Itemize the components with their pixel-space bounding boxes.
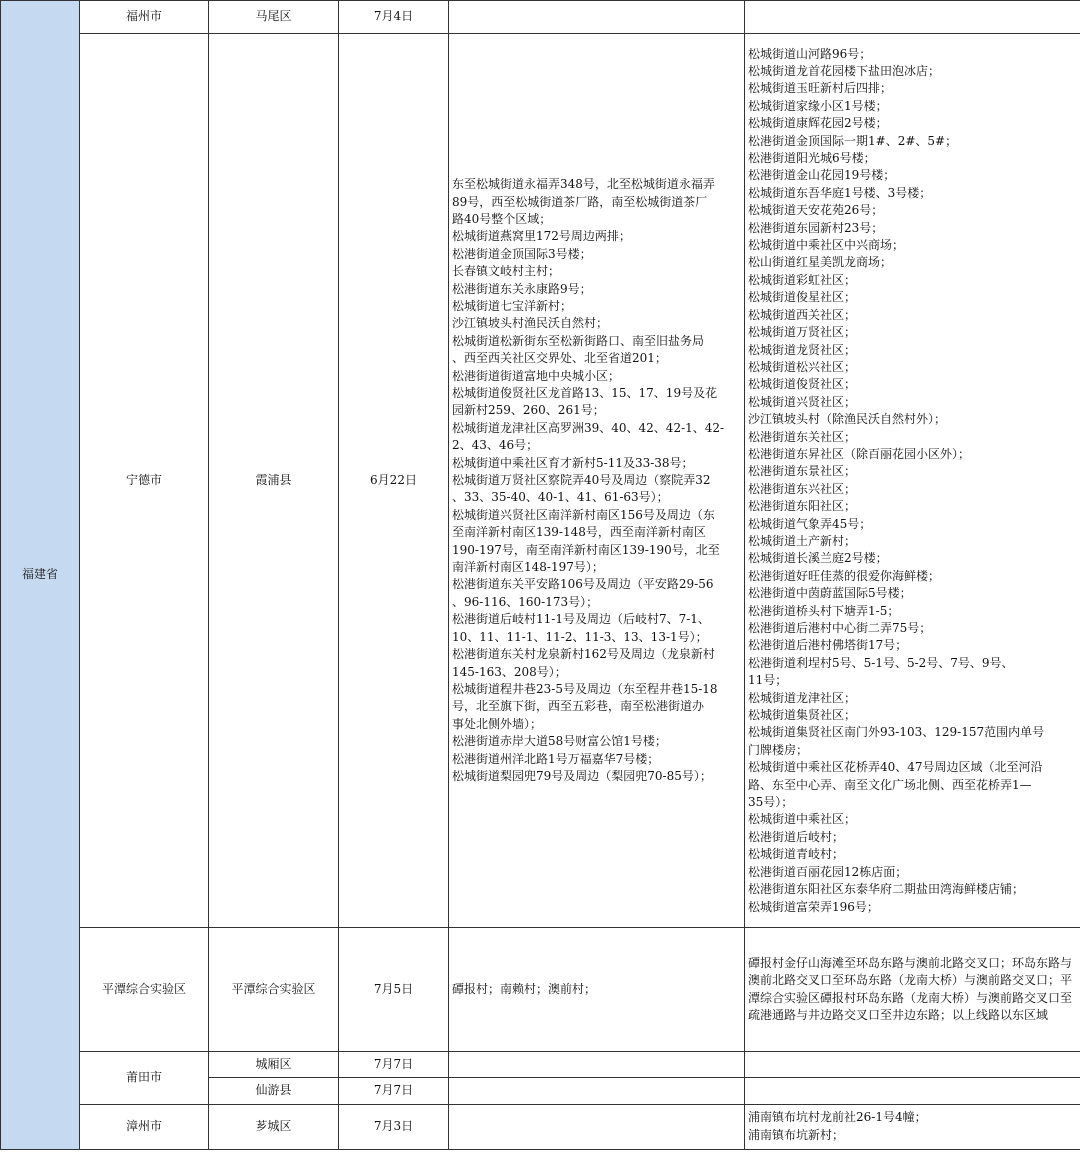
area-line: 松城街道万贤社区； — [748, 325, 857, 340]
mid-risk-area-cell — [745, 928, 1080, 1052]
area-line: 松港街道桥头村下塘弄1-5； — [748, 603, 900, 618]
area-line: 松港街道中茵蔚蓝国际5号楼； — [748, 586, 912, 601]
area-line: 松港街道金顶国际3号楼； — [452, 246, 592, 261]
area-line: 、33、35-40、40-1、41、61-63号）； — [452, 490, 669, 505]
high-risk-area-cell — [449, 1, 745, 34]
mid-risk-area-cell — [745, 34, 1080, 928]
area-line: 松城街道集贤社区南门外93-103、129-157范围内单号 — [748, 725, 1045, 740]
area-line: 松港街道百丽花园12栋店面； — [748, 864, 908, 879]
area-line: 事处北侧外墙）； — [452, 716, 543, 731]
area-line: 松城街道山河路96号； — [748, 46, 872, 61]
area-line: 松港街道后岐村11-1号及周边（后岐村7、7-1、 — [452, 612, 710, 627]
area-line: 沙江镇坡头村（除渔民沃自然村外）； — [748, 412, 947, 427]
table-row — [1, 34, 1080, 928]
area-line: 门牌楼房； — [748, 742, 809, 757]
area-line: 松城街道西关社区； — [748, 307, 857, 322]
area-line: 松城街道七宝洋新村； — [452, 298, 573, 313]
area-line: 南洋新村南区148-197号）； — [452, 560, 604, 575]
high-risk-area-cell — [449, 1104, 745, 1149]
city-cell: 漳州市 — [80, 1104, 209, 1149]
city-cell: 宁德市 — [80, 34, 209, 928]
area-line: 松城街道中乘社区花桥弄40、47号周边区域（北至河沿 — [748, 760, 1043, 775]
area-line: 松城街道长溪兰庭2号楼； — [748, 551, 888, 566]
high-risk-area-cell — [449, 928, 745, 1052]
area-line: 松城街道程井巷23-5号及周边（东至程井巷15-18 — [452, 681, 718, 696]
area-line: 松城街道万贤社区察院弄40号及周边（察院弄32 — [452, 473, 711, 488]
area-line: 松城街道中乘社区中兴商场； — [748, 238, 905, 253]
province-cell: 福建省 — [1, 1, 80, 1150]
area-line: 号，北至旗下街，西至五彩巷，南至松港街道办 — [452, 699, 705, 714]
area-line: 松港街道东关村龙泉新村162号及周边（龙泉新村 — [452, 647, 715, 662]
area-line: 松港街道东园新村23号； — [748, 220, 884, 235]
table-row — [1, 928, 1080, 1052]
district-cell: 仙游县 — [209, 1078, 339, 1104]
high-risk-area-cell — [449, 1078, 745, 1104]
area-line: 松城街道土产新村； — [748, 533, 857, 548]
area-line: 松港街道东兴社区； — [748, 481, 857, 496]
district-cell: 城厢区 — [209, 1052, 339, 1078]
area-line: 松城街道中乘社区育才新村5-11及33-38号； — [452, 455, 694, 470]
district-cell: 平潭综合实验区 — [209, 928, 339, 1052]
area-line: 松城街道俊星社区； — [748, 290, 857, 305]
area-line: 松城街道俊贤社区； — [748, 377, 857, 392]
area-line: 松港街道后港村中心街二弄75号； — [748, 621, 932, 635]
date-cell: 7月7日 — [339, 1052, 449, 1078]
area-line: 松城街道彩虹社区； — [748, 272, 857, 287]
area-line: 沙江镇坡头村渔民沃自然村； — [452, 316, 609, 331]
area-line: 2、43、46号； — [452, 438, 539, 453]
area-line: 10、11、11-1、11-2、11-3、13、13-1号）； — [452, 629, 708, 644]
area-line: 、96-116、160-173号）； — [452, 594, 599, 609]
area-line: 松城街道俊贤社区龙首路13、15、17、19号及花 — [452, 386, 718, 401]
area-line: 松港街道州洋北路1号万福嘉华7号楼； — [452, 751, 660, 766]
area-line: 松港街道东关平安路106号及周边（平安路29-56 — [452, 577, 714, 592]
area-line: 松城街道兴贤社区； — [748, 394, 857, 409]
area-line: 松城街道玉旺新村后四排； — [748, 81, 893, 96]
area-line: 松城街道龙贤社区； — [748, 342, 857, 357]
area-line: 松城街道气象弄45号； — [748, 516, 872, 531]
area-line: 190-197号，南至南洋新村南区139-190号，北至 — [452, 542, 720, 557]
district-cell: 马尾区 — [209, 1, 339, 34]
area-line: 11号； — [748, 673, 788, 688]
area-line: 松港街道赤岸大道58号财富公馆1号楼； — [452, 734, 667, 749]
area-text: 磹报村；南赖村；澳前村； — [452, 982, 597, 997]
area-line: 松城街道兴贤社区南洋新村南区156号及周边（东 — [452, 507, 715, 522]
area-line: 89号，西至松城街道茶厂路，南至松城街道茶厂 — [452, 194, 708, 209]
area-line: 松港街道金顶国际一期1#、2#、5#； — [748, 133, 958, 148]
date-cell: 7月3日 — [339, 1104, 449, 1149]
area-line: 松港街道东景社区； — [748, 464, 857, 479]
area-line: 松城街道龙津社区高罗洲39、40、42、42-1、42- — [452, 420, 725, 435]
area-line: 东至松城街道永福弄348号，北至松城街道永福弄 — [452, 177, 715, 192]
mid-risk-area-cell — [745, 1104, 1080, 1149]
table-row — [1, 1052, 1080, 1078]
mid-risk-area-cell — [745, 1052, 1080, 1078]
mid-risk-area-cell — [745, 1078, 1080, 1104]
area-line: 松山街道红星美凯龙商场； — [748, 255, 893, 270]
area-line: 松港街道阳光城6号楼； — [748, 151, 876, 166]
area-line: 松城街道龙首花园楼下盐田泡冰店； — [748, 64, 941, 78]
date-cell: 7月7日 — [339, 1078, 449, 1104]
area-line: 松城街道中乘社区； — [748, 812, 857, 827]
area-line: 145-163、208号）； — [452, 664, 567, 679]
area-line: 松城街道东吾华庭1号楼、3号楼； — [748, 185, 932, 200]
high-risk-area-cell — [449, 1052, 745, 1078]
area-line: 松港街道东阳社区； — [748, 499, 857, 514]
area-line: 35号）； — [748, 795, 794, 810]
area-line: 松城街道康辉花园2号楼； — [748, 116, 888, 131]
area-line: 路40号整个区域； — [452, 211, 552, 226]
city-cell: 莆田市 — [80, 1052, 209, 1104]
high-risk-area-cell — [449, 34, 745, 928]
date-cell: 6月22日 — [339, 34, 449, 928]
area-line: 、西至西关社区交界处、北至省道201； — [452, 351, 667, 366]
area-text: 磹报村金仔山海滩至环岛东路与澳前北路交叉口；环岛东路与澳前北路交叉口至环岛东路（龙南大桥）与澳前路交叉口；平潭综合实验区磹报村环岛东路（龙南大桥）与澳前路交叉口至疏港通路与井边路交叉口至井边东路；以上线路以东区域 — [748, 955, 1073, 1023]
table-row — [1, 1, 1080, 34]
area-line: 松城街道天安花苑26号； — [748, 203, 884, 218]
area-line: 松港街道东昇社区（除百丽花园小区外）； — [748, 446, 971, 461]
area-line: 至南洋新村南区139-148号，西至南洋新村南区 — [452, 525, 706, 540]
area-line: 松城街道松新街东至松新街路口、南至旧盐务局 — [452, 333, 705, 348]
area-line: 浦南镇布坑村龙前社26-1号4幢； — [748, 1110, 927, 1125]
area-line: 松城街道家缘小区1号楼； — [748, 98, 888, 113]
area-line: 松港街道街道富地中央城小区； — [452, 368, 621, 383]
area-line: 松港街道好旺佳蒸的很爱你海鲜楼； — [748, 568, 941, 583]
area-line: 松城街道梨园兜79号及周边（梨园兜70-85号）； — [452, 768, 712, 783]
date-cell: 7月5日 — [339, 928, 449, 1052]
city-cell: 福州市 — [80, 1, 209, 34]
area-line: 松港街道后港村佛塔街17号； — [748, 638, 908, 653]
area-line: 松港街道利埕村5号、5-1号、5-2号、7号、9号、 — [748, 655, 1014, 670]
area-line: 松城街道燕窝里172号周边两排； — [452, 229, 631, 244]
area-line: 松城街道龙津社区； — [748, 690, 857, 705]
city-cell: 平潭综合实验区 — [80, 928, 209, 1052]
district-cell: 霞浦县 — [209, 34, 339, 928]
mid-risk-area-cell — [745, 1, 1080, 34]
area-line: 园新村259、260、261号； — [452, 403, 605, 418]
area-line: 松城街道松兴社区； — [748, 359, 857, 374]
area-line: 松港街道东关社区； — [748, 429, 857, 444]
area-line: 浦南镇布坑新村； — [748, 1127, 845, 1142]
area-line: 松城街道集贤社区； — [748, 708, 857, 723]
area-line: 松城街道富荣弄196号； — [748, 899, 879, 914]
area-line: 松港街道后岐村； — [748, 829, 845, 844]
table-row — [1, 1104, 1080, 1149]
district-cell: 芗城区 — [209, 1104, 339, 1149]
area-line: 松港街道金山花园19号楼； — [748, 168, 896, 183]
area-line: 松港街道东关永康路9号； — [452, 281, 592, 296]
date-cell: 7月4日 — [339, 1, 449, 34]
area-line: 松港街道东阳社区东泰华府二期盐田湾海鲜楼店铺； — [748, 882, 1025, 897]
area-line: 松城街道青岐村； — [748, 847, 845, 862]
area-line: 长春镇文岐村主村； — [452, 264, 561, 279]
area-line: 路、东至中心弄、南至文化广场北侧、西至花桥弄1— — [748, 777, 1032, 792]
